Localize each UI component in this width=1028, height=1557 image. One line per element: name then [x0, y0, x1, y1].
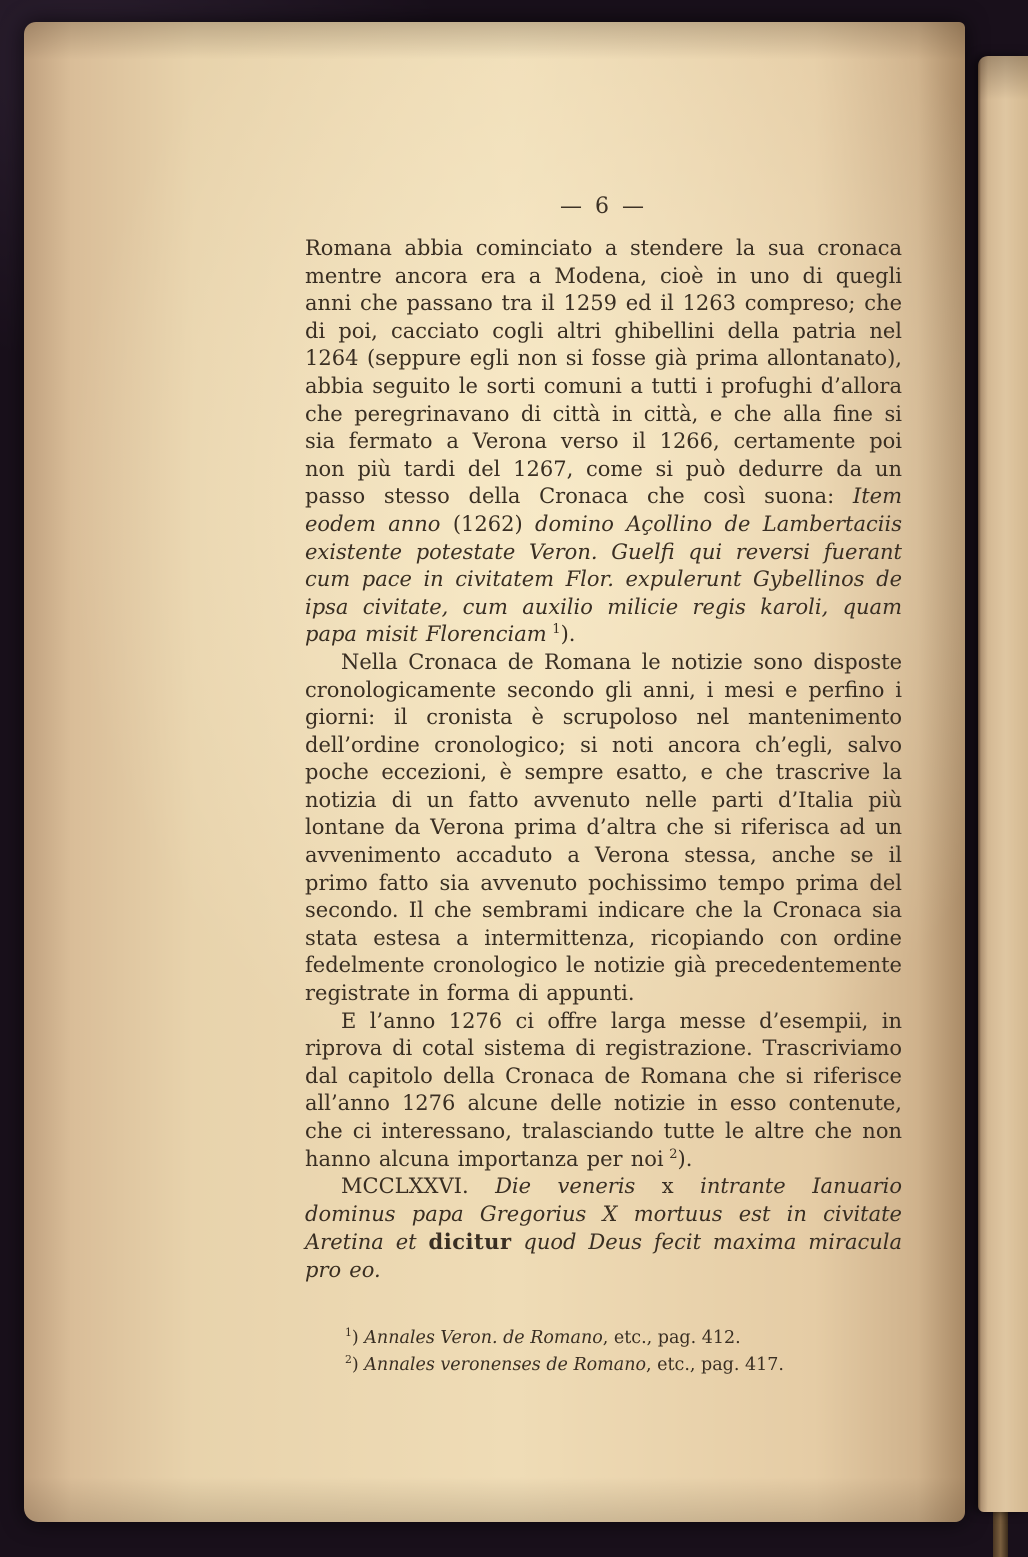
text-run: ).	[560, 622, 576, 647]
paragraph	[305, 649, 902, 1008]
text-run: )	[351, 1354, 365, 1375]
text-run: ).	[677, 1146, 693, 1171]
text-run: 2	[345, 1352, 352, 1366]
paragraph	[305, 1173, 902, 1284]
text-run: Romana abbia cominciato a stendere la sua cronaca mentre ancora era a Modena, cioè in uno di quegli anni che passano tra il 1259 ed il 1263 compreso; che di poi, cacciato cogli altri ghibellini della patria nel 1264 (seppure egli non si fosse già prima allontanato), abbia seguito le sorti comuni a tutti i profughi d’allora che peregrinavano di città in città, e che alla fine si sia fermato a Verona verso il 1266, certamente poi non più tardi del 1267, come si può dedurre da un passo stesso della Cronaca che così suona:	[305, 236, 902, 509]
text-run: E l’anno 1276 ci offre larga messe d’esempii, in riprova di cotal sistema di registrazione. Trascriviamo dal capitolo della Cronaca de Romana che si riferisce all’anno 1276 alcune delle notizie in esso contenute, che ci interessano, tralasciando tutte le altre che non hanno alcuna importanza per noi	[305, 1008, 902, 1171]
page-content	[305, 194, 902, 1379]
text-run: Annales Veron. de Romano	[364, 1327, 603, 1348]
text-run: dicitur	[428, 1229, 512, 1255]
text-run: Item eodem anno	[305, 484, 902, 536]
book-page	[24, 22, 965, 1522]
text-run: domino Açollino de Lambertaciis existente potestate Veron. Guelfi qui reversi fuerant cum pace in civitatem Flor. expulerunt Gybellinos de ipsa civitate, cum auxilio milicie regis karoli, quam papa misit Florenciam	[305, 511, 902, 647]
text-run: , etc., pag. 417.	[646, 1354, 784, 1375]
text-run: 2	[663, 1146, 678, 1162]
paragraph	[305, 235, 902, 649]
footnote	[345, 1325, 902, 1352]
text-run: Die veneris	[495, 1174, 662, 1199]
text-run: MCCLXXVI.	[341, 1174, 496, 1199]
body-text	[305, 235, 902, 1285]
paragraph	[305, 1008, 902, 1174]
text-run: x	[661, 1174, 701, 1199]
footnote	[345, 1352, 902, 1379]
text-run: )	[351, 1327, 365, 1348]
text-run: quod Deus fecit maxima miracula pro eo.	[305, 1230, 902, 1282]
footnotes	[345, 1325, 902, 1379]
text-run: (1262)	[452, 511, 536, 536]
adjacent-page-edge	[978, 56, 1028, 1512]
text-run: Nella Cronaca de Romana le notizie sono disposte cronologicamente secondo gli anni, i mesi e perfino i giorni: il cronista è scrupoloso nel mantenimento dell’ordine cronologico; si noti ancora ch’egli, salvo poche eccezioni, è sempre esatto, e che trascrive la notizia di un fatto avvenuto nelle parti d’Italia più lontane da Verona prima d’altra che si riferisca ad un avvenimento accaduto a Verona stessa, anche se il primo fatto sia avvenuto pochissimo tempo prima del secondo. Il che sembrami indicare che la Cronaca sia stata estesa a intermittenza, ricopiando con ordine fedelmente cronologico le notizie già precedentemente registrate in forma di appunti.	[305, 649, 902, 1006]
page-number: — 6 —	[560, 194, 647, 219]
text-run: intrante Ianuario dominus papa Gregorius X mortuus est in civitate Aretina et	[305, 1174, 902, 1255]
text-run: , etc., pag. 412.	[602, 1327, 741, 1348]
text-run: 1	[345, 1325, 352, 1339]
text-run: 1	[546, 622, 561, 638]
text-run: Annales veronenses de Romano	[364, 1354, 646, 1375]
